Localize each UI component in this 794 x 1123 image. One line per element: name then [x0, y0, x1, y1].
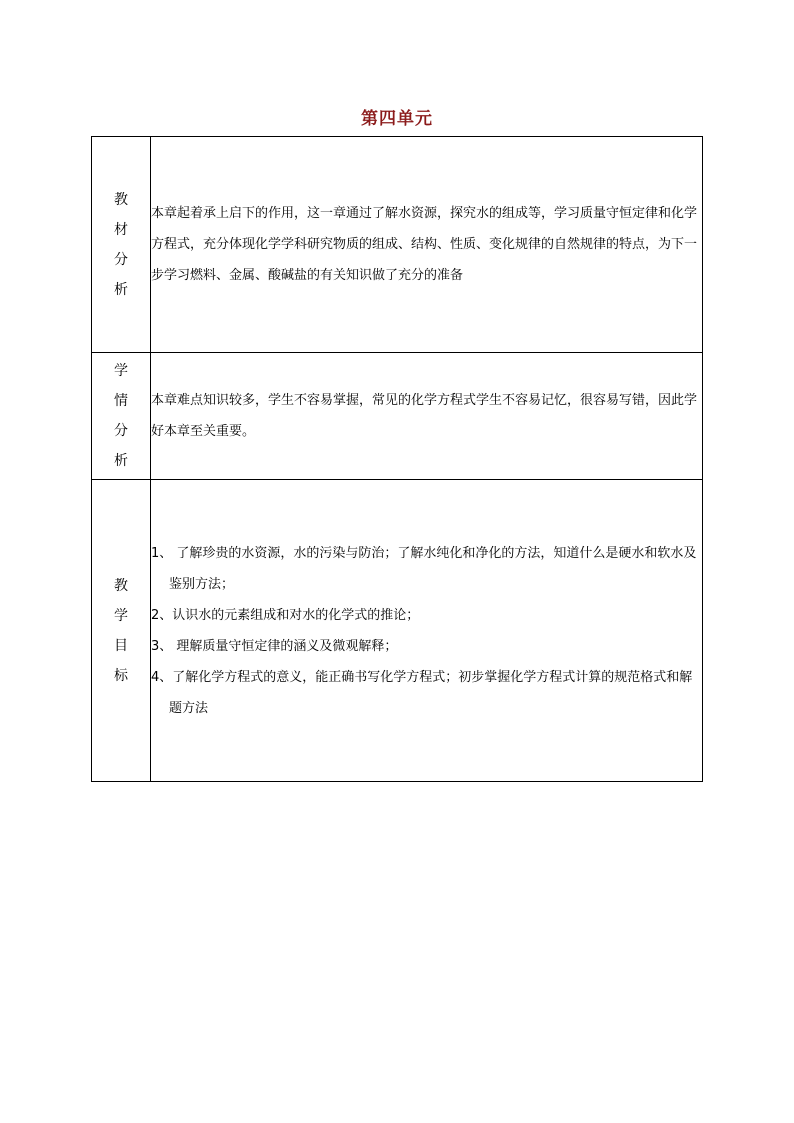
- row-label-teaching-goals: [92, 480, 151, 782]
- lesson-plan-table: [91, 136, 703, 782]
- goal-item: 2、认识水的元素组成和对水的化学式的推论；: [151, 607, 420, 623]
- table-row-teaching-goals: [92, 480, 703, 782]
- student-analysis-text: 本章难点知识较多，学生不容易掌握，常见的化学方程式学生不容易记忆，很容易写错，因此学好本章至关重要。: [151, 353, 703, 480]
- teaching-goals-list: [151, 480, 703, 782]
- label-char: 分: [114, 251, 128, 268]
- label-char: 教: [114, 191, 128, 208]
- label-char: 材: [114, 221, 128, 238]
- label-char: 分: [114, 423, 128, 439]
- goal-item: 4、了解化学方程式的意义，能正确书写化学方程式；初步掌握化学方程式计算的规范格式和解题方法: [151, 669, 693, 716]
- label-char: 标: [114, 667, 128, 684]
- goal-item: 3、 理解质量守恒定律的涵义及微观解释；: [151, 638, 398, 654]
- table-row-student-analysis: [92, 353, 703, 480]
- label-char: 学: [114, 363, 128, 379]
- label-char: 学: [114, 607, 128, 624]
- goal-item: 1、 了解珍贵的水资源，水的污染与防治；了解水纯化和净化的方法，知道什么是硬水和软水及鉴别方法；: [151, 545, 697, 592]
- material-analysis-text: 本章起着承上启下的作用，这一章通过了解水资源，探究水的组成等，学习质量守恒定律和化学方程式，充分体现化学学科研究物质的组成、结构、性质、变化规律的自然规律的特点，为下一步学习燃料、金属、酸碱盐的有关知识做了充分的准备: [151, 137, 703, 353]
- label-char: 析: [114, 453, 128, 469]
- label-char: 教: [114, 577, 128, 594]
- row-label-student-analysis: [92, 353, 151, 480]
- table-row-material-analysis: [92, 137, 703, 353]
- row-label-material-analysis: [92, 137, 151, 353]
- label-char: 目: [114, 637, 128, 654]
- label-char: 情: [114, 393, 128, 409]
- page-title: 第四单元: [361, 109, 433, 129]
- label-char: 析: [114, 281, 128, 298]
